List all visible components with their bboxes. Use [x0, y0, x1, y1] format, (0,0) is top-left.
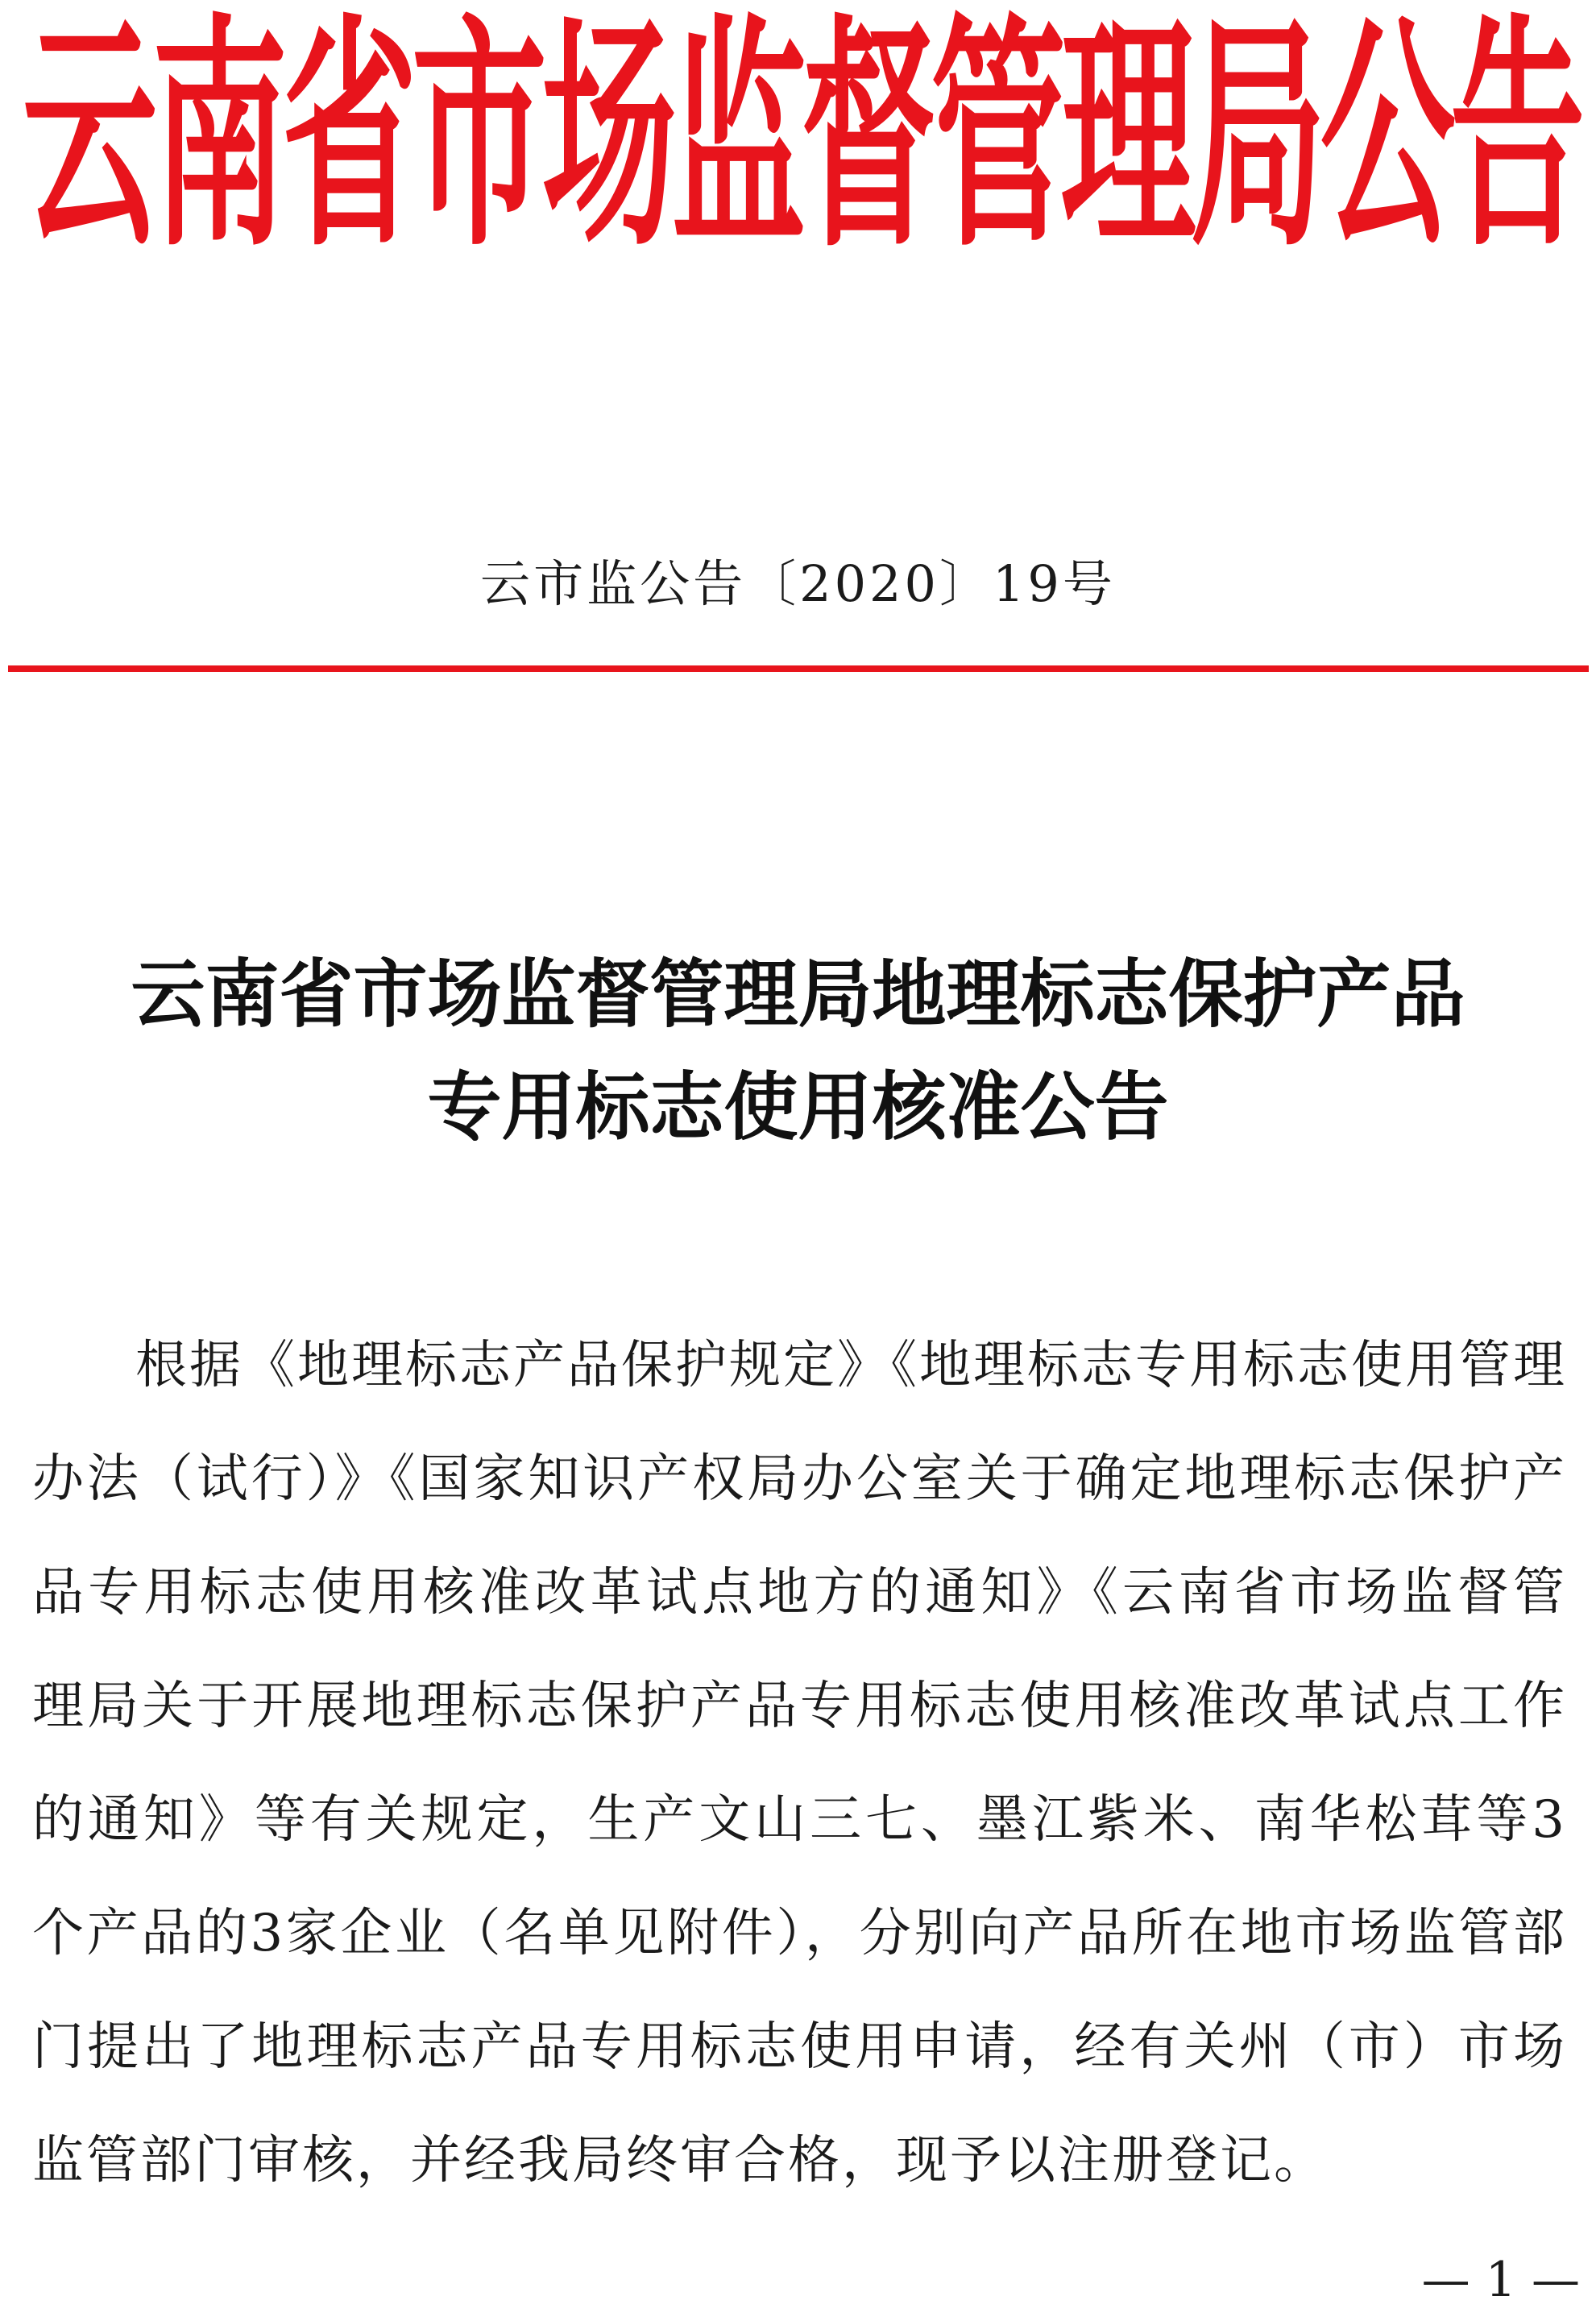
masthead [0, 4, 1596, 270]
page-number: — 1 — [1421, 2252, 1580, 2308]
document-number: 云市监公告〔2020〕19号 [480, 554, 1116, 613]
masthead-title: 云南省市场监督管理局公告 [23, 4, 1581, 270]
body-paragraph: 根据《地理标志产品保护规定》《地理标志专用标志使用管理办法（试行）》《国家知识产权局办公室关于确定地理标志保护产品专用标志使用核准改革试点地方的通知》《云南省市场监督管理局关于开展地理标志保护产品专用标志使用核准改革试点工作的通知》等有关规定，生产文山三七、墨江紫米、南华松茸等3个产品的3家企业（名单见附件），分别向产品所在地市场监管部门提出了地理标志产品专用标志使用申请，经有关州（市）市场监管部门审核，并经我局终审合格，现予以注册登记。 [32, 1336, 1567, 2191]
document-title [0, 939, 1596, 1164]
document-title-line-2: 专用标志使用核准公告 [427, 1064, 1169, 1150]
document-title-line-1: 云南省市场监督管理局地理标志保护产品 [131, 951, 1465, 1038]
red-divider [8, 665, 1589, 672]
